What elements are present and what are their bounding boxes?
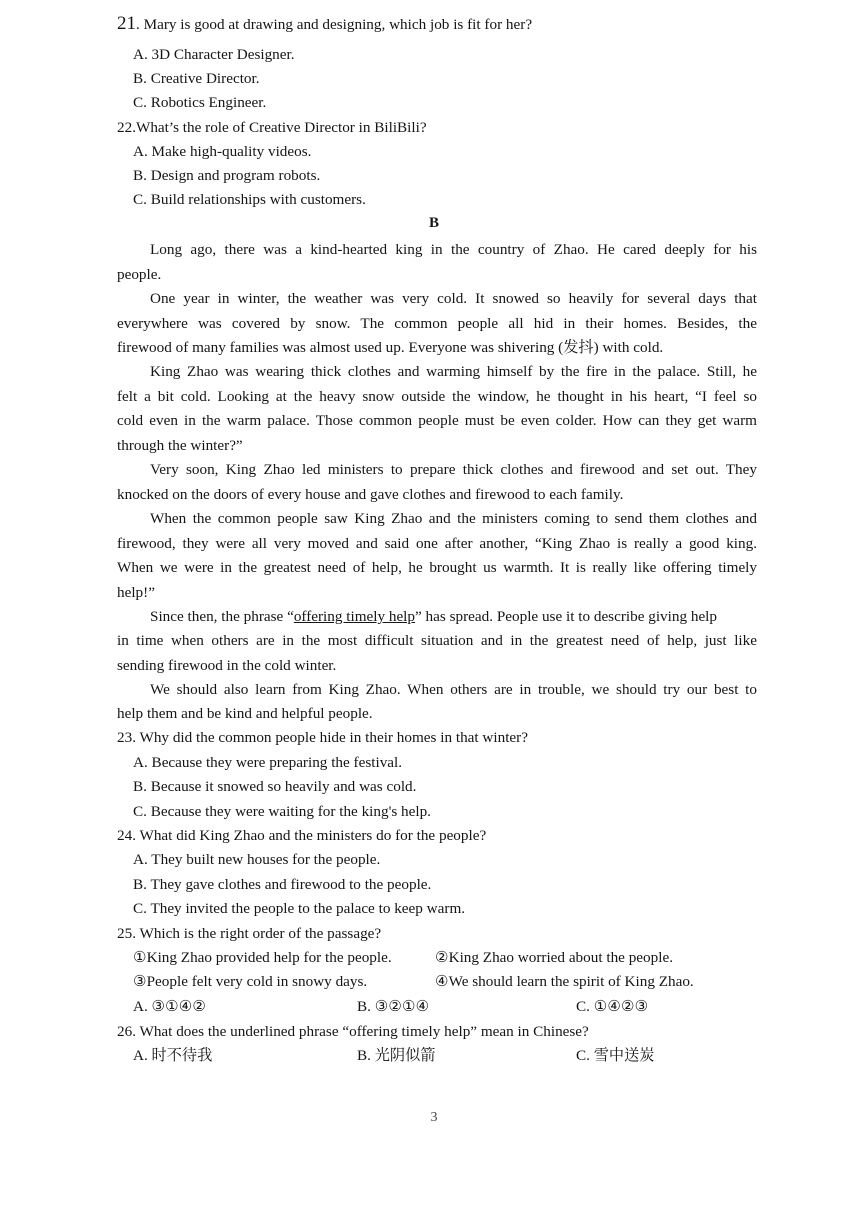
q23-option-c: C. Because they were waiting for the king's help.	[133, 803, 431, 820]
q26-option-b: B. 光阴似箭	[357, 1047, 436, 1064]
underlined-phrase: offering timely help	[293, 608, 416, 625]
q26-option-c: C. 雪中送炭	[576, 1047, 655, 1064]
passage-text: ” has spread. People use it to describe giving help	[415, 608, 718, 625]
q25-option-a: A. ③①④②	[133, 998, 207, 1015]
passage-line: sending firewood in the cold winter.	[117, 657, 337, 674]
passage-line: help them and be kind and helpful people.	[117, 705, 373, 722]
question-25-stem: 25. Which is the right order of the passage?	[117, 925, 382, 942]
passage-line: Long ago, there was a kind-hearted king in the country of Zhao. He cared deeply for his	[150, 241, 757, 258]
passage-line: One year in winter, the weather was very cold. It snowed so heavily for several days that	[150, 290, 757, 307]
question-21-text: . Mary is good at drawing and designing, which job is fit for her?	[136, 16, 533, 33]
passage-line: everywhere was covered by snow. The common people all hid in their homes. Besides, the	[117, 315, 757, 332]
q25-option-b: B. ③②①④	[357, 998, 430, 1015]
page-number: 3	[430, 1110, 438, 1125]
q25-item-4: ④We should learn the spirit of King Zhao.	[435, 973, 694, 990]
passage-line: help!”	[117, 584, 155, 601]
q25-item-2: ②King Zhao worried about the people.	[435, 949, 673, 966]
q24-option-b: B. They gave clothes and firewood to the people.	[133, 876, 432, 893]
question-23-stem: 23. Why did the common people hide in their homes in that winter?	[117, 729, 528, 746]
passage-text: Since then, the phrase “	[150, 608, 294, 625]
question-26-stem: 26. What does the underlined phrase “offering timely help” mean in Chinese?	[117, 1023, 589, 1040]
q23-option-b: B. Because it snowed so heavily and was cold.	[133, 778, 417, 795]
q21-option-a: A. 3D Character Designer.	[133, 46, 295, 63]
question-22-stem: 22.What’s the role of Creative Director in BiliBili?	[117, 119, 427, 136]
q25-option-c: C. ①④②③	[576, 998, 649, 1015]
q26-option-a: A. 时不待我	[133, 1047, 213, 1064]
q24-option-c: C. They invited the people to the palace to keep warm.	[133, 900, 466, 917]
q22-option-c: C. Build relationships with customers.	[133, 191, 366, 208]
q25-item-3: ③People felt very cold in snowy days.	[133, 973, 368, 990]
passage-line: knocked on the doors of every house and gave clothes and firewood to each family.	[117, 486, 624, 503]
q24-option-a: A. They built new houses for the people.	[133, 851, 381, 868]
passage-line: in time when others are in the most difficult situation and in the greatest need of help, just like	[117, 632, 757, 649]
question-21-stem	[117, 13, 757, 36]
passage-line: cold even in the warm palace. Those common people must be even colder. How can they get warm	[117, 412, 757, 429]
passage-line: firewood, they were all very moved and said one after another, “King Zhao is really a good king.	[117, 535, 757, 552]
passage-line: firewood of many families was almost used up. Everyone was shivering (发抖) with cold.	[117, 339, 664, 356]
passage-line-underlined-phrase	[150, 606, 757, 628]
q21-option-c: C. Robotics Engineer.	[133, 94, 267, 111]
q22-option-b: B. Design and program robots.	[133, 167, 321, 184]
passage-line: When we were in the greatest need of help, he brought us warmth. It is really like offering timely	[117, 559, 757, 576]
section-title: B	[428, 215, 439, 231]
passage-line: We should also learn from King Zhao. When others are in trouble, we should try our best to	[150, 681, 757, 698]
passage-line: felt a bit cold. Looking at the heavy snow outside the window, he thought in his heart, “I feel so	[117, 388, 757, 405]
question-21-number: 21	[117, 13, 136, 34]
passage-line: Very soon, King Zhao led ministers to prepare thick clothes and firewood and set out. They	[150, 461, 757, 478]
q22-option-a: A. Make high-quality videos.	[133, 143, 312, 160]
passage-line: through the winter?”	[117, 437, 243, 454]
passage-line: When the common people saw King Zhao and the ministers coming to send them clothes and	[150, 510, 757, 527]
passage-line: King Zhao was wearing thick clothes and warming himself by the fire in the palace. Still, he	[150, 363, 757, 380]
q23-option-a: A. Because they were preparing the festival.	[133, 754, 403, 771]
question-24-stem: 24. What did King Zhao and the ministers do for the people?	[117, 827, 487, 844]
q21-option-b: B. Creative Director.	[133, 70, 260, 87]
passage-line: people.	[117, 266, 162, 283]
q25-item-1: ①King Zhao provided help for the people.	[133, 949, 392, 966]
